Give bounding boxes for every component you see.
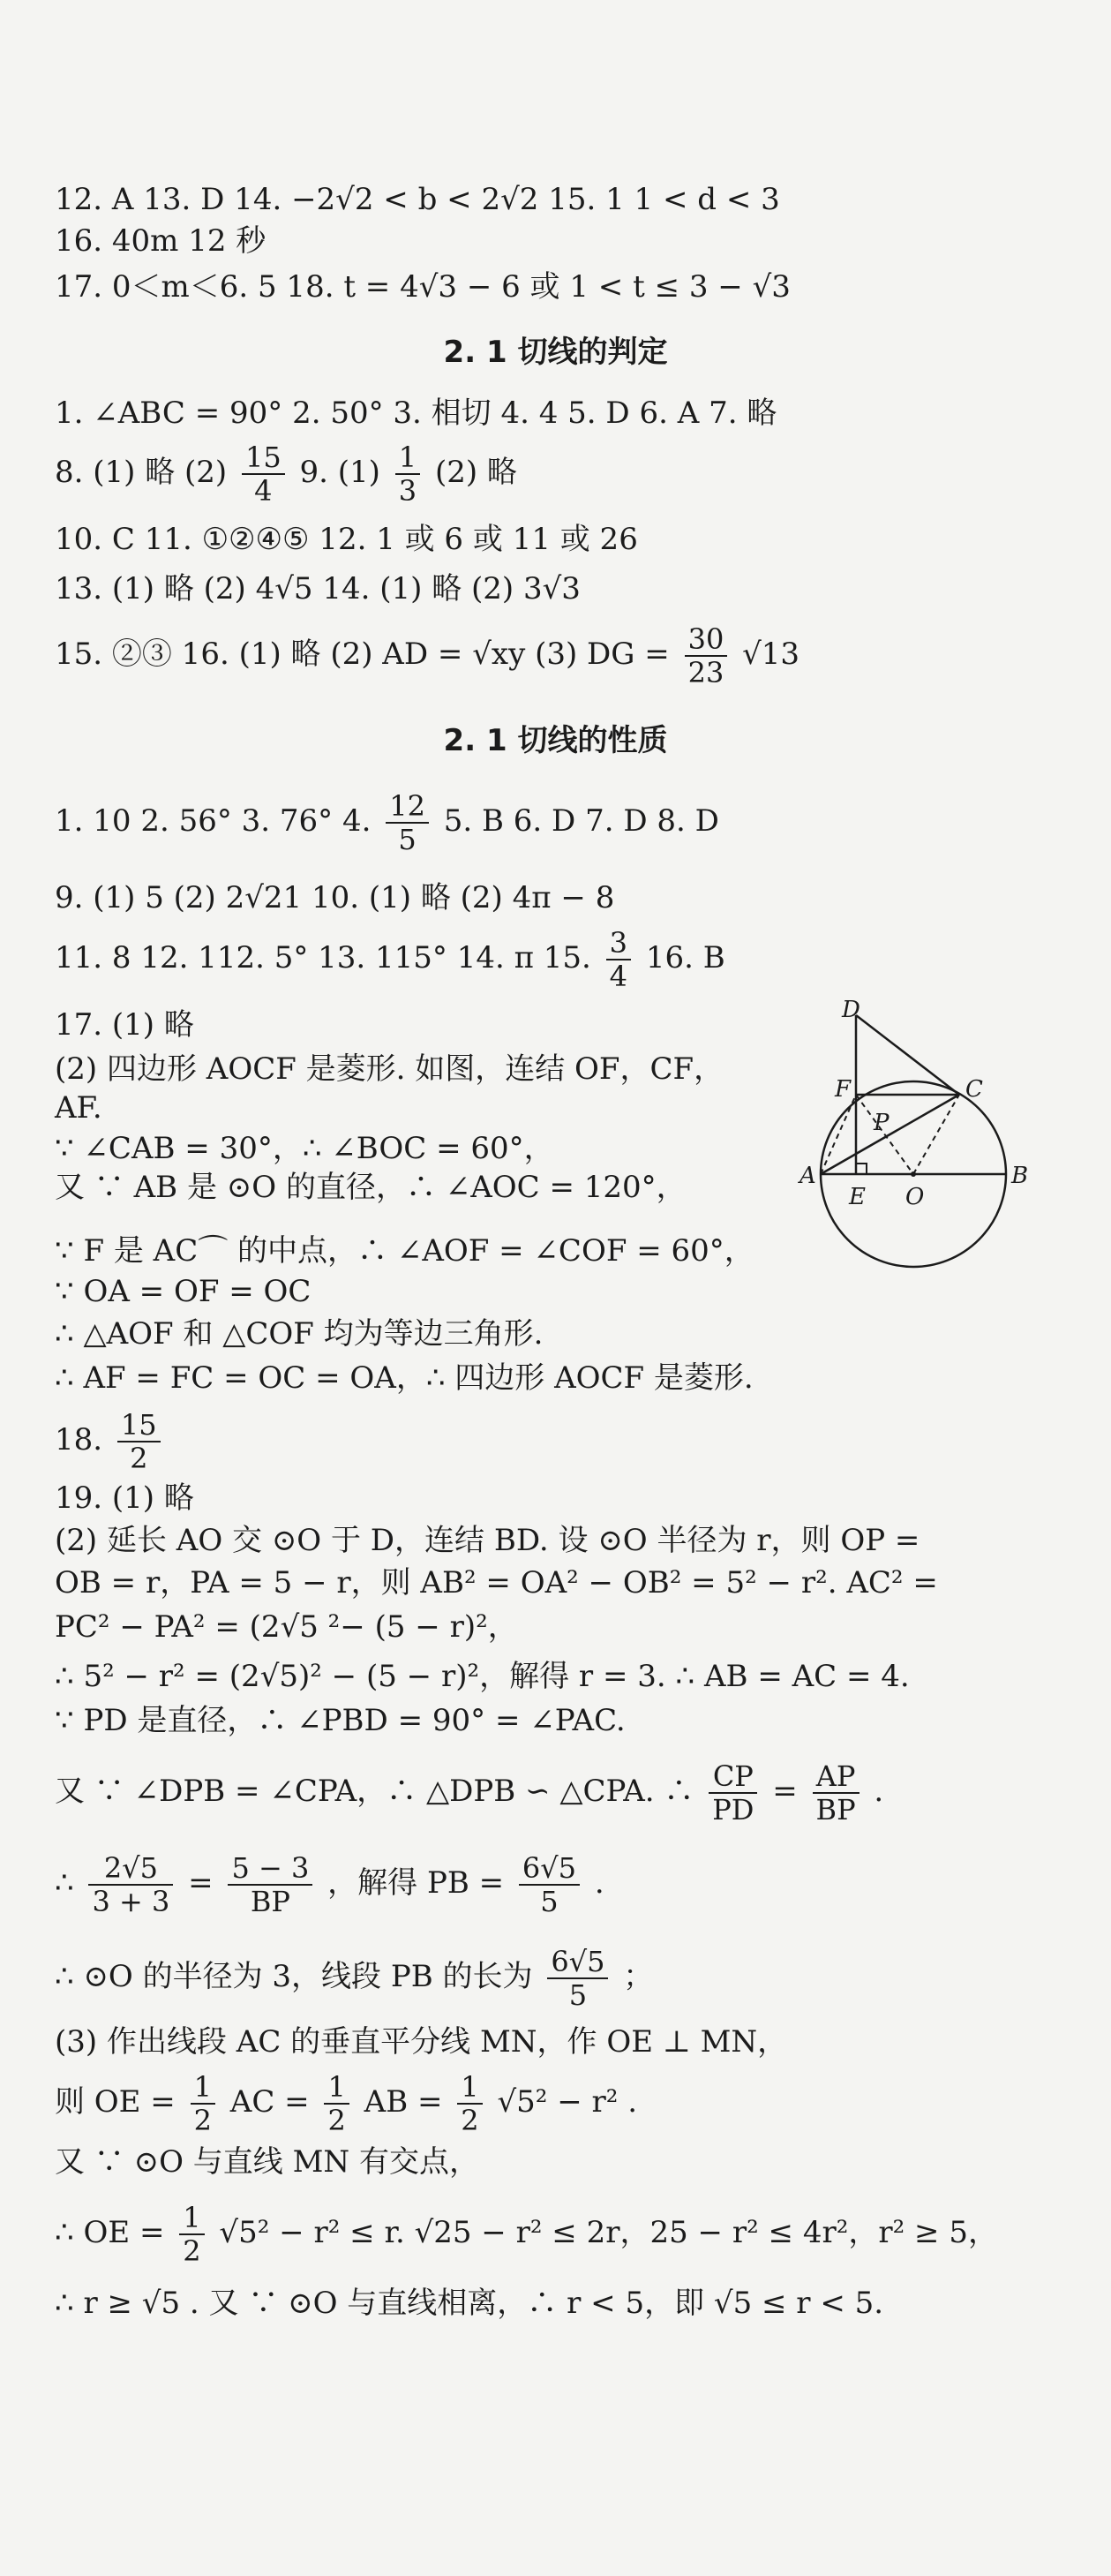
q17-line-6: ∵ F 是 AC⌒ 的中点，∴ ∠AOF = ∠COF = 60°， — [55, 1233, 754, 1269]
q19-oe-ab: AB = — [364, 2084, 443, 2120]
label-a: A — [799, 1163, 816, 1189]
fraction: $\frac{1}{3}$ — [395, 441, 420, 507]
fraction: $\frac{12}{5}$ — [386, 790, 429, 855]
q17-line-9: ∴ AF = FC = OC = OA，∴ 四边形 AOCF 是菱形. — [55, 1360, 754, 1396]
semicolon: ； — [623, 1959, 654, 1994]
q19-oe-ac: AC = — [229, 2084, 310, 2120]
answer-line-12-15: 12. A 13. D 14. −2√2 < b < 2√2 15. 1 1 < d < 3 — [55, 182, 780, 217]
q17-line-7: ∵ OA = OF = OC — [55, 1274, 312, 1309]
s1-line-2 — [55, 441, 517, 507]
q17-line-8: ∴ △AOF 和 △COF 均为等边三角形. — [55, 1316, 544, 1352]
q19-line-6: ∵ PD 是直径，∴ ∠PBD = 90° = ∠PAC. — [55, 1703, 626, 1738]
therefore-sign: ∴ — [55, 1865, 74, 1901]
q19-line-2: (2) 延长 AO 交 ⊙O 于 D，连结 BD. 设 ⊙O 半径为 r，则 OP = — [55, 1523, 920, 1558]
s2-line-3-part-b: 16. B — [645, 940, 725, 975]
right-angle-mark — [856, 1164, 867, 1174]
q18-label: 18. — [55, 1422, 103, 1457]
label-f: F — [835, 1076, 852, 1103]
fraction: $\frac{15}{4}$ — [242, 441, 285, 507]
segment-dc — [856, 1015, 959, 1095]
q19-part3-line: (3) 作出线段 AC 的垂直平分线 MN，作 OE ⊥ MN， — [55, 2024, 788, 2060]
s2-line-3-part-a: 11. 8 12. 112. 5° 13. 115° 14. π 15. — [55, 940, 591, 975]
fraction: $\frac{15}{2}$ — [117, 1409, 161, 1474]
fraction: $\frac{CP}{PD}$ — [709, 1760, 757, 1826]
s1-line-2-part-b: 9. (1) — [299, 455, 380, 490]
q19-intersect-line: 又 ∵ ⊙O 与直线 MN 有交点， — [55, 2144, 479, 2180]
s2-line-2: 9. (1) 5 (2) 2√21 10. (1) 略 (2) 4π − 8 — [55, 880, 615, 915]
q18-line — [55, 1409, 166, 1474]
s1-line-5-part-b: √13 — [742, 636, 800, 672]
s2-line-1-part-a: 1. 10 2. 56° 3. 76° 4. — [55, 803, 372, 839]
fraction: $\frac{1}{2}$ — [191, 2071, 215, 2136]
q17-line-1: 17. (1) 略 — [55, 1007, 194, 1043]
s2-line-1-part-b: 5. B 6. D 7. D 8. D — [443, 803, 719, 839]
label-b: B — [1011, 1163, 1029, 1189]
fraction: $\frac{3}{4}$ — [606, 927, 631, 992]
q19-conclusion-text: ∴ ⊙O 的半径为 3，线段 PB 的长为 — [55, 1959, 533, 1994]
label-o: O — [905, 1184, 925, 1210]
segment-ac — [821, 1095, 959, 1174]
center-dot — [911, 1171, 916, 1177]
fraction: $\frac{1}{2}$ — [324, 2071, 349, 2136]
q19-line-1: 19. (1) 略 — [55, 1480, 194, 1516]
geometry-figure — [794, 998, 1032, 1289]
s1-line-5-part-a: 15. ②③ 16. (1) 略 (2) AD = √xy (3) DG = — [55, 636, 670, 672]
section-title-tangent-property: 2. 1 切线的性质 — [443, 723, 668, 758]
fraction: $\frac{6√5}{5}$ — [547, 1946, 608, 2011]
s1-line-2-part-a: 8. (1) 略 (2) — [55, 455, 228, 490]
period: . — [594, 1865, 604, 1901]
equals-sign: = — [188, 1865, 214, 1901]
q19-similar-line — [55, 1760, 883, 1826]
q19-line-3: OB = r，PA = 5 − r，则 AB² = OA² − OB² = 5² − r². AC² = — [55, 1565, 938, 1601]
fraction: $\frac{6√5}{5}$ — [519, 1852, 580, 1917]
q19-line-4: PC² − PA² = (2√5 ²− (5 − r)²， — [55, 1609, 518, 1645]
fraction: $\frac{5 - 3}{BP}$ — [228, 1852, 312, 1917]
fraction: $\frac{AP}{BP}$ — [813, 1760, 860, 1826]
fraction: $\frac{1}{2}$ — [457, 2071, 482, 2136]
s2-line-1 — [55, 790, 719, 855]
q19-oe-sqrt: √5² − r² . — [497, 2084, 637, 2120]
q17-line-5: 又 ∵ AB 是 ⊙O 的直径，∴ ∠AOC = 120°， — [55, 1170, 687, 1205]
s1-line-3: 10. C 11. ①②④⑤ 12. 1 或 6 或 11 或 26 — [55, 522, 638, 557]
label-p: P — [874, 1110, 890, 1136]
q19-inequality-line — [55, 2202, 998, 2267]
q19-ineq-text: ∴ OE = — [55, 2215, 165, 2250]
q17-line-2: (2) 四边形 AOCF 是菱形. 如图，连结 OF，CF， — [55, 1051, 724, 1087]
label-d: D — [842, 998, 860, 1023]
s1-line-4: 13. (1) 略 (2) 4√5 14. (1) 略 (2) 3√3 — [55, 571, 581, 606]
q19-oe-text: 则 OE = — [55, 2084, 176, 2120]
answer-line-17-18: 17. 0＜m＜6. 5 18. t = 4√3 − 6 或 1 < t ≤ 3 − √3 — [55, 269, 791, 305]
label-e: E — [849, 1184, 866, 1210]
section-title-tangent-criterion: 2. 1 切线的判定 — [443, 335, 668, 370]
q19-solve-line — [55, 1852, 604, 1917]
q19-similar-text: 又 ∵ ∠DPB = ∠CPA，∴ △DPB ∽ △CPA. ∴ — [55, 1774, 694, 1809]
q19-conclusion-line — [55, 1946, 653, 2011]
answer-line-16: 16. 40m 12 秒 — [55, 223, 266, 259]
label-c: C — [965, 1076, 983, 1103]
fraction: $\frac{30}{23}$ — [685, 623, 728, 689]
q19-line-5: ∴ 5² − r² = (2√5)² − (5 − r)²，解得 r = 3. ∴ AB = AC = 4. — [55, 1659, 910, 1694]
period: . — [874, 1774, 884, 1809]
q17-line-3: AF. — [55, 1090, 102, 1126]
fraction: $\frac{1}{2}$ — [179, 2202, 204, 2267]
s1-line-2-part-c: (2) 略 — [434, 455, 517, 490]
equals-sign: = — [772, 1774, 798, 1809]
fraction: $\frac{2√5}{3 + 3}$ — [88, 1852, 173, 1917]
circle-diagram — [794, 998, 1032, 1289]
q17-line-4: ∵ ∠CAB = 30°，∴ ∠BOC = 60°， — [55, 1131, 554, 1166]
q19-solve-text: ，解得 PB = — [327, 1865, 505, 1901]
s1-line-5 — [55, 623, 799, 689]
q19-oe-line — [55, 2071, 637, 2136]
q19-ineq-rest: √5² − r² ≤ r. √25 − r² ≤ 2r，25 − r² ≤ 4r²，r² ≥ 5， — [219, 2215, 998, 2250]
s2-line-3 — [55, 927, 725, 992]
q19-final-line: ∴ r ≥ √5 . 又 ∵ ⊙O 与直线相离，∴ r < 5，即 √5 ≤ r < 5. — [55, 2286, 884, 2321]
s1-line-1: 1. ∠ABC = 90° 2. 50° 3. 相切 4. 4 5. D 6. A 7. 略 — [55, 395, 777, 431]
